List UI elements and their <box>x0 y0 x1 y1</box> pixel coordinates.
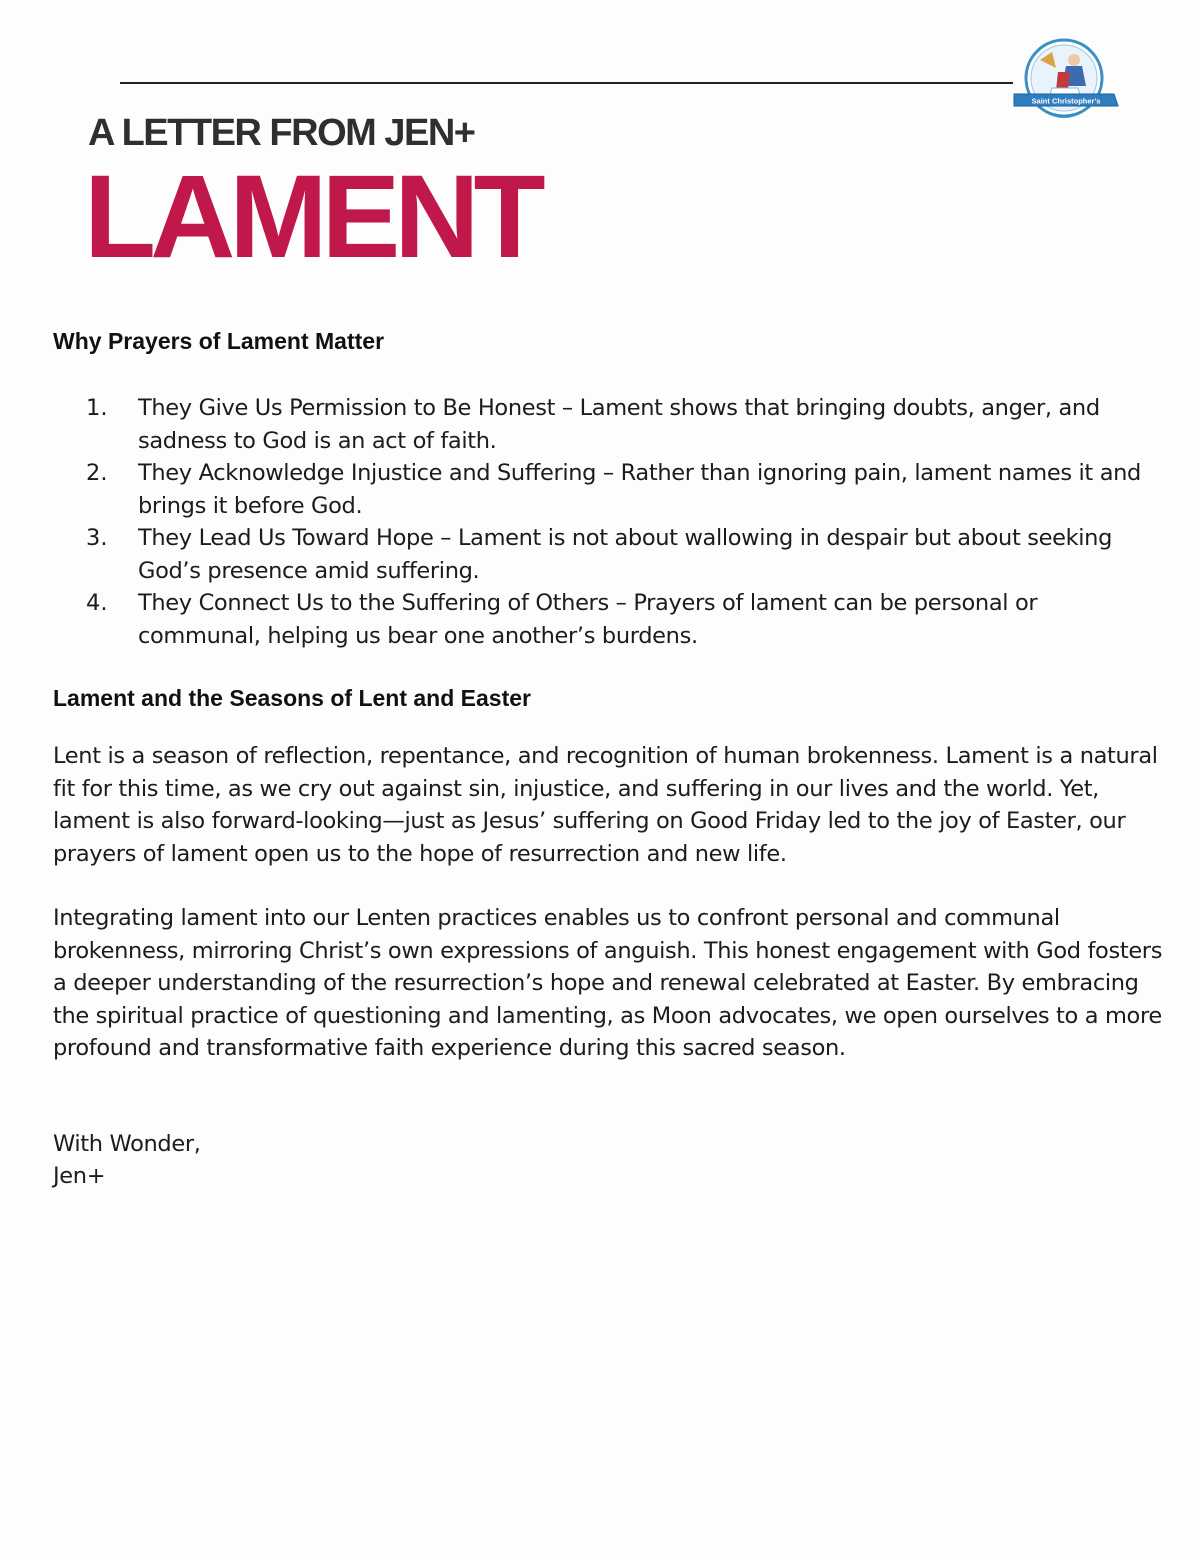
header-rule <box>120 82 1013 84</box>
list-item <box>0 392 1200 457</box>
list-number: 1. <box>86 395 108 421</box>
letter-kicker: A LETTER FROM JEN+ <box>88 112 475 154</box>
section-heading-why-lament: Why Prayers of Lament Matter <box>53 328 385 354</box>
list-item <box>0 457 1200 522</box>
section-heading-lent-easter: Lament and the Seasons of Lent and Easter <box>53 685 531 711</box>
list-number: 3. <box>86 525 108 551</box>
list-text: They Connect Us to the Suffering of Others – Prayers of lament can be personal or communal, helping us bear one another’s burdens. <box>138 590 1038 649</box>
logo-text: Saint Christopher's <box>1031 96 1101 106</box>
list-text: They Give Us Permission to Be Honest – Lament shows that bringing doubts, anger, and sadness to God is an act of faith. <box>138 395 1100 454</box>
list-item <box>0 522 1200 587</box>
page-title: LAMENT <box>84 151 540 283</box>
list-item <box>0 587 1200 652</box>
body-paragraph-integrating: Integrating lament into our Lenten practices enables us to confront personal and communal brokenness, mirroring Christ’s own expressions of anguish. This honest engagement with God fosters a deeper understanding of the resurrection’s hope and renewal celebrated at Easter. By embracing the spiritual practice of questioning and lamenting, as Moon advocates, we open ourselves to a more profound and transformative faith experience during this sacred season. <box>53 905 1163 1061</box>
lament-reasons-list <box>0 392 1200 652</box>
list-number: 2. <box>86 460 108 486</box>
list-text: They Acknowledge Injustice and Suffering – Rather than ignoring pain, lament names it and brings it before God. <box>138 460 1141 519</box>
saint-christophers-logo <box>1012 38 1122 126</box>
list-number: 4. <box>86 590 108 616</box>
list-text: They Lead Us Toward Hope – Lament is not about wallowing in despair but about seeking God’s presence amid suffering. <box>138 525 1113 584</box>
closing-salutation: With Wonder, <box>53 1131 201 1157</box>
closing-signature: Jen+ <box>53 1163 106 1189</box>
body-paragraph-lent: Lent is a season of reflection, repentance, and recognition of human brokenness. Lament is a natural fit for this time, as we cry out against sin, injustice, and suffering in our lives and the world. Yet, lament is also forward-looking—just as Jesus’ suffering on Good Friday led to the joy of Easter, our prayers of lament open us to the hope of resurrection and new life. <box>53 743 1158 867</box>
